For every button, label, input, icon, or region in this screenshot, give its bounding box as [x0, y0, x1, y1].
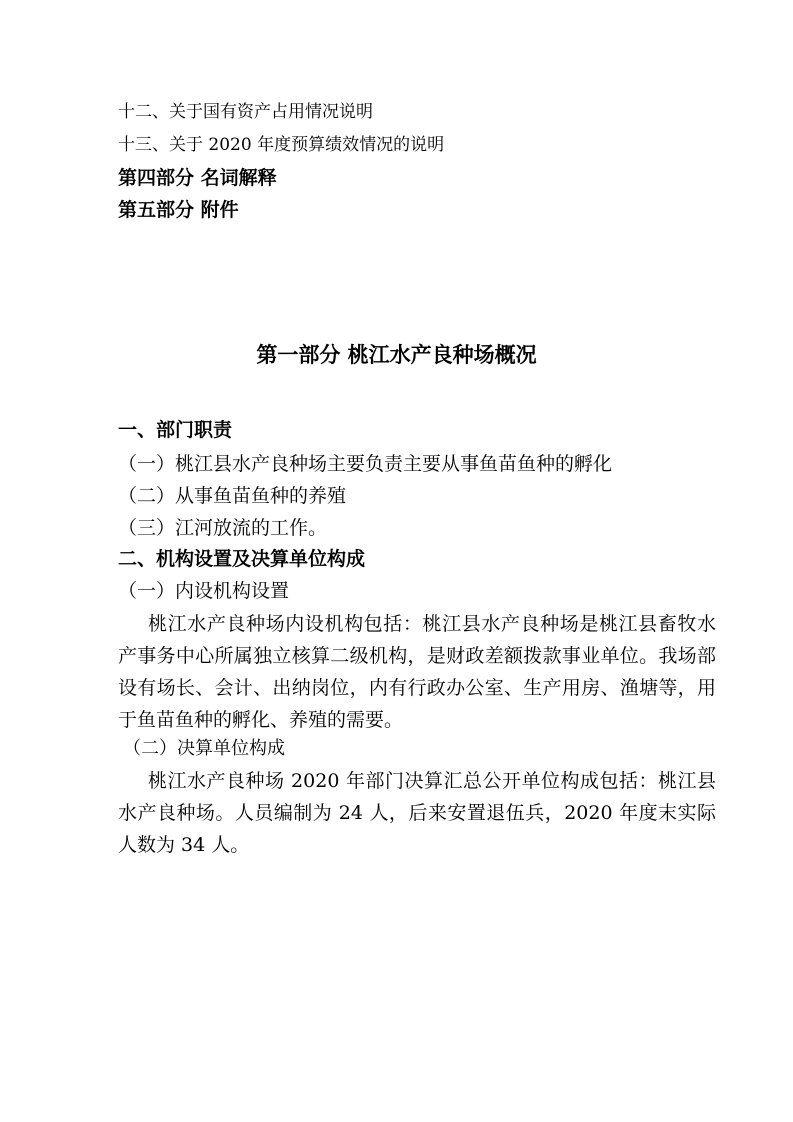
- duty-item-2: （二）从事鱼苗鱼种的养殖: [118, 485, 347, 507]
- part-title: 第一部分 桃江水产良种场概况: [256, 343, 537, 367]
- paragraph-internal-structure: 桃江水产良种场内设机构包括：桃江县水产良种场是桃江县畜牧水产事务中心所属独立核算二级机构，是财政差额拨款事业单位。我场部设有场长、会计、出纳岗位，内有行政办公室、生产用房、渔塘等，用于鱼苗鱼种的孵化、养殖的需要。: [118, 613, 716, 731]
- toc-part-4: 第四部分 名词解释: [118, 167, 277, 189]
- paragraph-unit-composition: 桃江水产良种场 2020 年部门决算汇总公开单位构成包括：桃江县水产良种场。人员编制为 24 人，后来安置退伍兵，2020 年度末实际人数为 34 人。: [118, 770, 716, 856]
- toc-item-13: 十三、关于 2020 年度预算绩效情况的说明: [118, 135, 445, 155]
- subsection-heading-internal: （一）内设机构设置: [118, 580, 290, 602]
- section-heading-organization: 二、机构设置及决算单位构成: [118, 548, 366, 570]
- duty-item-1: （一）桃江县水产良种场主要负责主要从事鱼苗鱼种的孵化: [118, 453, 613, 475]
- toc-part-5: 第五部分 附件: [118, 199, 239, 221]
- section-heading-duties: 一、部门职责: [118, 419, 233, 441]
- toc-item-12: 十二、关于国有资产占用情况说明: [118, 102, 373, 122]
- duty-item-3: （三）江河放流的工作。: [118, 517, 328, 539]
- subsection-heading-units: （二）决算单位构成: [123, 738, 285, 759]
